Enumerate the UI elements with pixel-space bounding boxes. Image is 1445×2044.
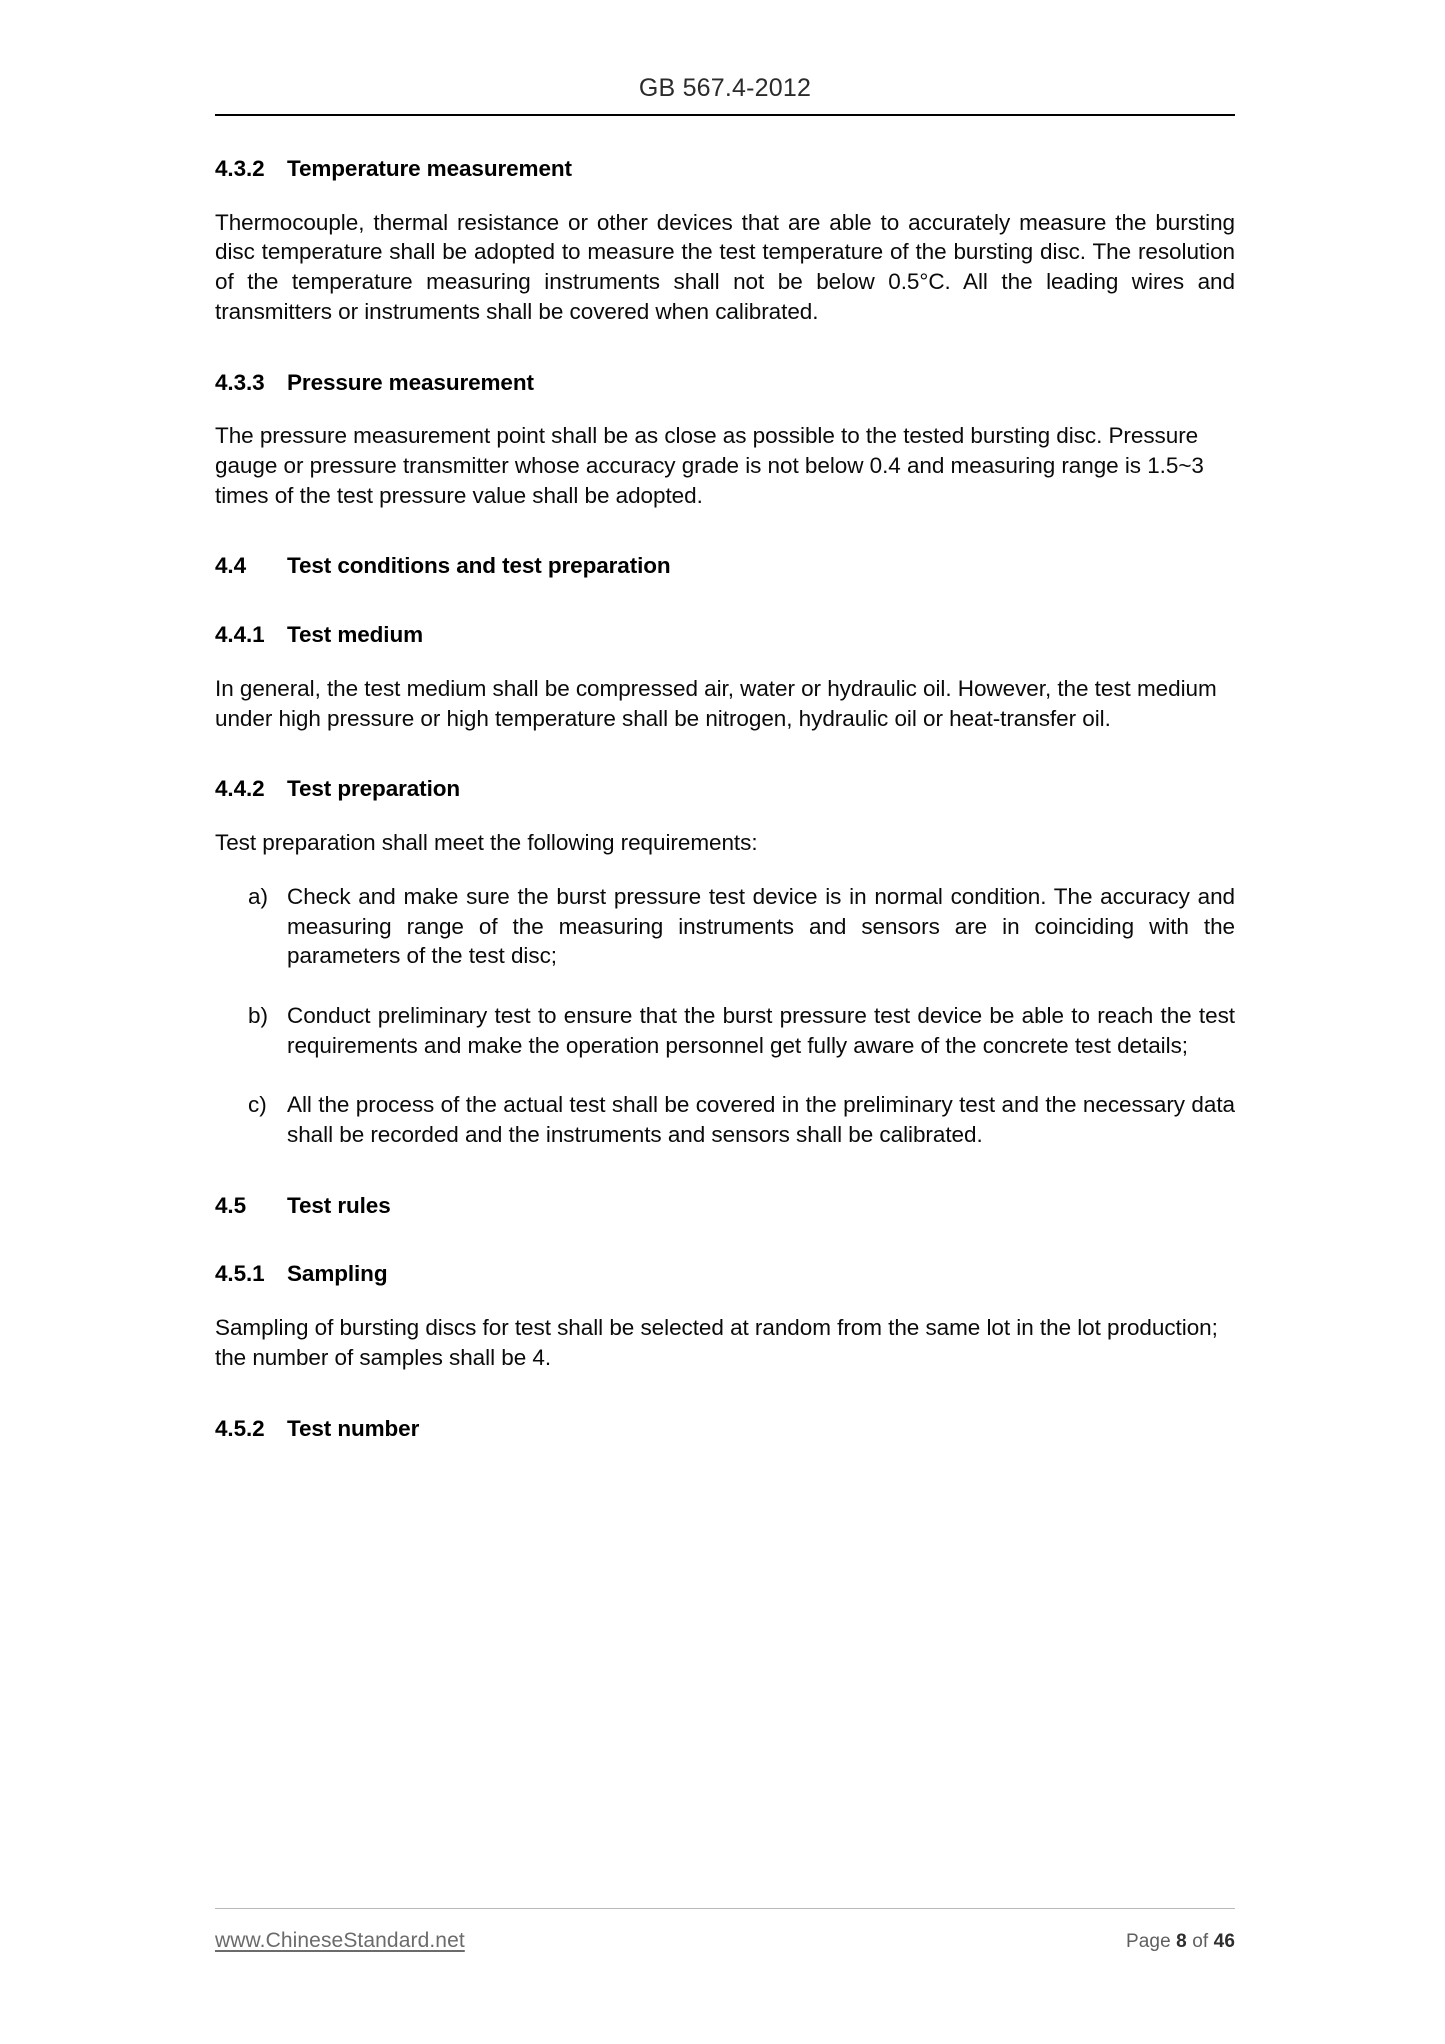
current-page-number: 8	[1176, 1931, 1187, 1952]
page-number-indicator	[1126, 1931, 1235, 1953]
section-number: 4.5.2	[215, 1415, 265, 1441]
requirements-list	[215, 882, 1235, 1150]
section-heading-4-4-1	[215, 621, 1235, 650]
section-heading-4-4	[215, 552, 1235, 581]
section-heading-4-5	[215, 1192, 1235, 1221]
document-body	[215, 116, 1235, 1443]
section-title: Sampling	[287, 1261, 388, 1287]
section-number: 4.4.2	[215, 776, 265, 802]
list-item-text: Conduct preliminary test to ensure that the burst pressure test device be able to reach the test requirements and make the operation personnel get fully aware of the concrete test details;	[287, 1002, 1235, 1058]
section-title: Test conditions and test preparation	[287, 553, 671, 579]
paragraph-4-3-2: Thermocouple, thermal resistance or other devices that are able to accurately measure the bursting disc temperature shall be adopted to measure the test temperature of the bursting disc. The resolution of the temperature measuring instruments shall not be below 0.5°C. All the leading wires and transmitters or instruments shall be covered when calibrated.	[215, 209, 1235, 324]
section-number: 4.4	[215, 553, 246, 579]
page-content-column	[215, 0, 1235, 1443]
section-number: 4.3.2	[215, 156, 265, 181]
section-title: Test number	[287, 1415, 420, 1441]
section-title: Pressure measurement	[287, 369, 534, 395]
paragraph-4-5-1: Sampling of bursting discs for test shall be selected at random from the same lot in the lot production; the number of samples shall be 4.	[215, 1315, 1218, 1370]
page-of-label: of	[1192, 1931, 1209, 1952]
page-footer	[215, 1908, 1235, 1953]
document-standard-number: GB 567.4-2012	[638, 74, 812, 102]
section-title: Test preparation	[287, 776, 461, 802]
section-number: 4.5.1	[215, 1261, 265, 1287]
section-number: 4.4.1	[215, 622, 265, 648]
section-heading-4-3-3	[215, 369, 1235, 398]
list-item	[215, 1090, 1235, 1149]
section-heading-4-5-1	[215, 1260, 1235, 1289]
list-marker: c)	[248, 1092, 267, 1118]
section-title: Test rules	[287, 1192, 391, 1218]
total-page-number: 46	[1213, 1931, 1235, 1952]
paragraph-4-3-3: The pressure measurement point shall be as close as possible to the tested bursting disc. Pressure gauge or pressure transmitter whose accuracy grade is not below 0.4 and measuring range is 1.5~3 times of the test pressure value shall be adopted.	[215, 423, 1204, 508]
page-label: Page	[1125, 1931, 1171, 1952]
paragraph-4-4-1: In general, the test medium shall be compressed air, water or hydraulic oil. However, the test medium under high pressure or high temperature shall be nitrogen, hydraulic oil or heat-transfer oil.	[215, 676, 1217, 731]
section-heading-4-4-2	[215, 775, 1235, 804]
list-item-text: Check and make sure the burst pressure test device is in normal condition. The accuracy and measuring range of the measuring instruments and sensors are in coinciding with the parameters of the test disc;	[287, 883, 1235, 969]
section-title: Test medium	[287, 622, 424, 648]
list-marker: b)	[248, 1002, 268, 1028]
section-heading-4-5-2	[215, 1415, 1235, 1444]
paragraph-4-4-2: Test preparation shall meet the following requirements:	[215, 830, 758, 856]
list-marker: a)	[248, 883, 268, 909]
list-item	[215, 1001, 1235, 1060]
list-item	[215, 882, 1235, 971]
section-heading-4-3-2	[215, 155, 1235, 184]
footer-website-link[interactable]: www.ChineseStandard.net	[215, 1929, 465, 1952]
section-number: 4.3.3	[215, 369, 265, 395]
list-item-text: All the process of the actual test shall be covered in the preliminary test and the necessary data shall be recorded and the instruments and sensors shall be calibrated.	[287, 1092, 1235, 1147]
section-number: 4.5	[215, 1192, 246, 1218]
page-header	[215, 0, 1235, 116]
section-title: Temperature measurement	[287, 156, 572, 181]
